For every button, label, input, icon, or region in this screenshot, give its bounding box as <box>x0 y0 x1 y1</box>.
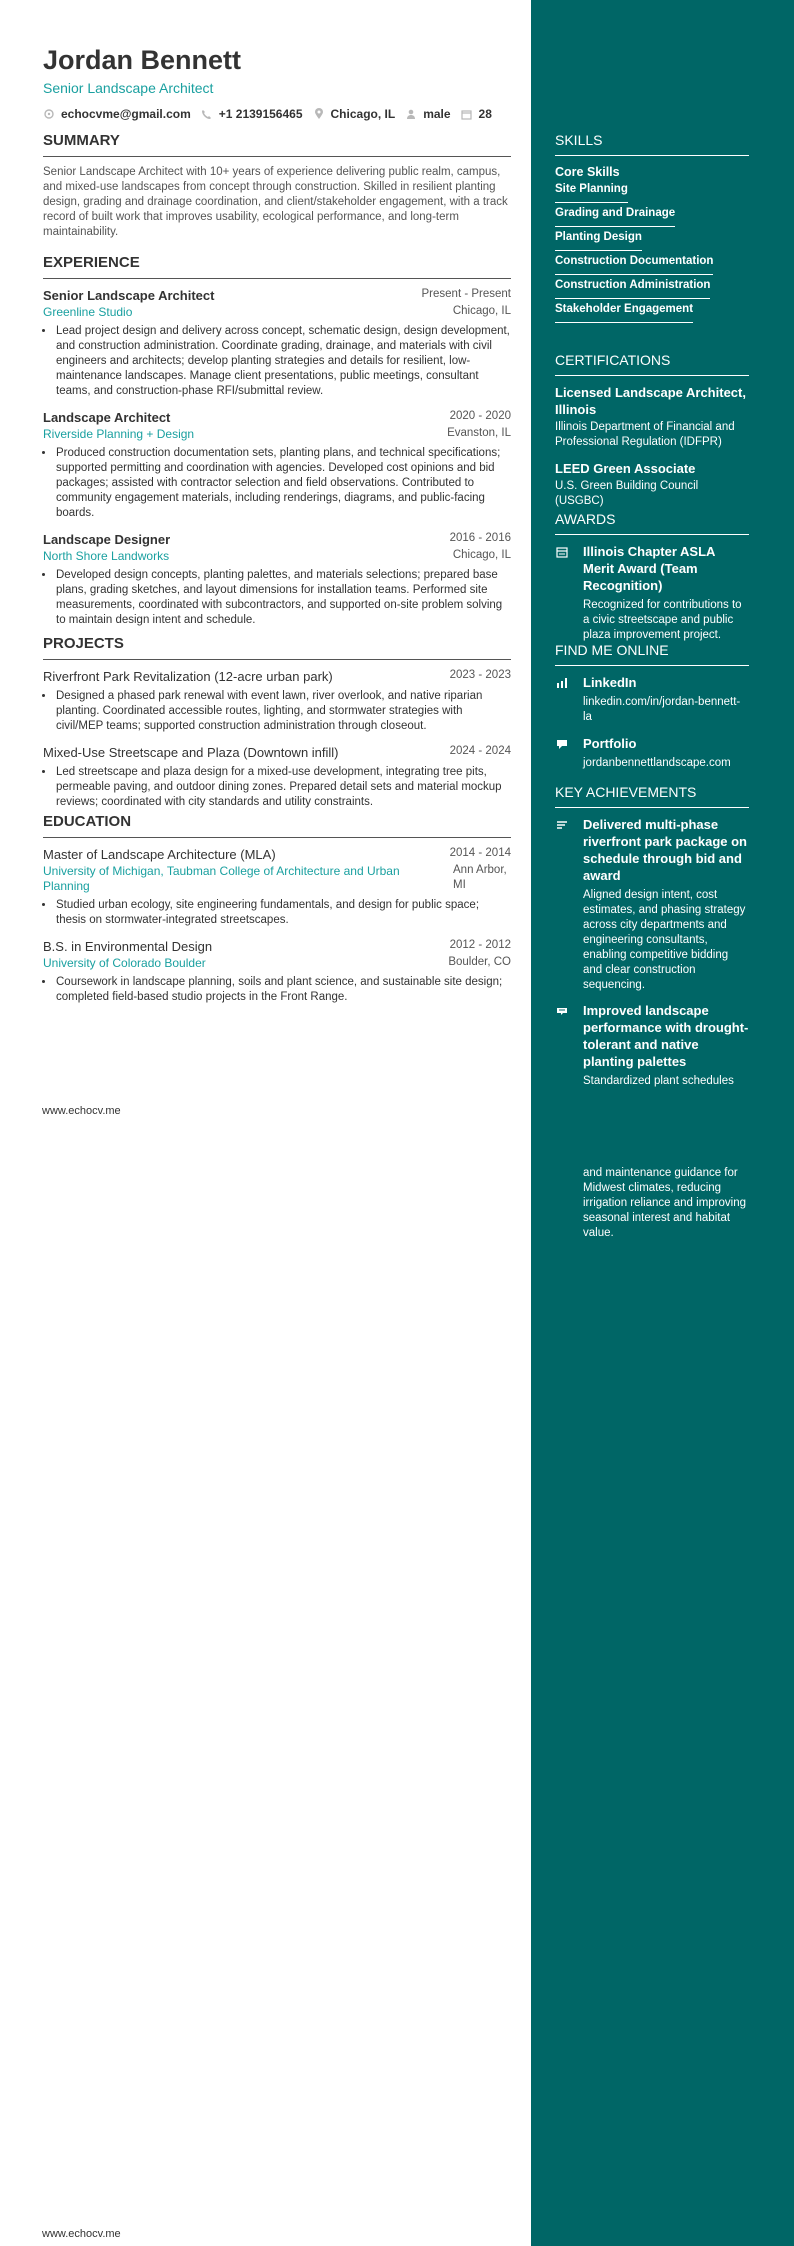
online-url[interactable]: jordanbennettlandscape.com <box>583 757 731 769</box>
awards-heading: AWARDS <box>555 511 616 527</box>
certification-name: Licensed Landscape Architect, Illinois <box>555 385 746 417</box>
experience-entry <box>43 287 511 399</box>
achievement-title: Improved landscape performance with drought-tolerant and native planting palettes <box>583 1003 749 1069</box>
education-heading: EDUCATION <box>43 813 132 830</box>
skill-item: Construction Administration <box>555 278 710 299</box>
calendar-icon <box>555 545 569 559</box>
list-icon <box>555 818 569 832</box>
education-date: 2014 - 2014 <box>449 847 511 859</box>
online-label: LinkedIn <box>583 675 637 690</box>
experience-company: Riverside Planning + Design <box>43 427 195 441</box>
experience-divider <box>43 278 511 279</box>
achievement-entry <box>555 1002 749 1089</box>
gender-text: male <box>423 107 451 121</box>
project-title: Riverfront Park Revitalization (12-acre urban park) <box>43 669 333 684</box>
education-school-row <box>43 955 511 971</box>
education-degree-row <box>43 938 511 955</box>
education-entry <box>43 846 511 928</box>
skills-divider <box>555 155 749 156</box>
email-icon <box>43 108 55 120</box>
projects-heading: PROJECTS <box>43 635 124 652</box>
certification-organization: Illinois Department of Financial and Professional Regulation (IDFPR) <box>555 421 735 448</box>
summary-section <box>43 131 511 240</box>
skill-item: Construction Documentation <box>555 254 713 275</box>
footer-link[interactable]: www.echocv.me <box>42 1105 121 1117</box>
location-icon <box>313 108 325 120</box>
education-bullets <box>43 975 511 1005</box>
skill-item: Planting Design <box>555 230 642 251</box>
experience-bullets <box>43 568 511 628</box>
achievements-heading: KEY ACHIEVEMENTS <box>555 784 697 800</box>
education-entry <box>43 938 511 1005</box>
experience-location: Chicago, IL <box>452 305 511 317</box>
experience-role-row <box>43 531 511 548</box>
education-location: Ann Arbor, MI <box>453 864 507 891</box>
experience-role: Senior Landscape Architect <box>43 288 215 303</box>
award-name: Illinois Chapter ASLA Merit Award (Team Recognition) <box>583 544 715 593</box>
skill-item: Grading and Drainage <box>555 206 675 227</box>
experience-bullets <box>43 324 511 399</box>
project-date: 2024 - 2024 <box>449 745 511 757</box>
certification-name: LEED Green Associate <box>555 461 696 476</box>
portfolio-icon <box>555 737 569 751</box>
person-name: Jordan Bennett <box>43 45 242 75</box>
location-text: Chicago, IL <box>330 107 396 121</box>
summary-text: Senior Landscape Architect with 10+ years of experience delivering public realm, campus, and mixed-use landscapes from concept through construction. Skilled in resilient planting design, grading and drainage coordination, and client/stakeholder engagement, with a track record of built work that improves usability, ecological performance, and long-term maintainability. <box>43 166 508 238</box>
projects-section <box>43 634 511 820</box>
job-title: Senior Landscape Architect <box>43 80 214 96</box>
online-label: Portfolio <box>583 736 637 751</box>
education-divider <box>43 837 511 838</box>
achievements-section <box>555 783 749 1089</box>
project-title-row <box>43 744 511 761</box>
project-bullets <box>43 689 511 734</box>
experience-company-row <box>43 304 511 320</box>
experience-role-row <box>43 287 511 304</box>
award-entry <box>555 543 749 643</box>
experience-bullets <box>43 446 511 521</box>
awards-divider <box>555 534 749 535</box>
online-divider <box>555 665 749 666</box>
experience-role: Landscape Architect <box>43 410 171 425</box>
certification-organization: U.S. Green Building Council (USGBC) <box>555 480 699 507</box>
experience-bullet: • Lead project design and delivery across concept, schematic design, design development, and construction administration. Coordinate grading, drainage, and materials with civil engineers and architects; develop planting strategies and details for resilient, low-maintenance landscapes. Manage client presentations, public meetings, consultant teams, and construction-phase RFI/submittal review. <box>55 324 511 399</box>
achievement-content <box>583 1002 749 1089</box>
location-item <box>313 106 396 122</box>
skills-section <box>555 131 749 326</box>
online-section <box>555 641 749 781</box>
education-school: University of Colorado Boulder <box>43 956 206 970</box>
experience-company-row <box>43 548 511 564</box>
education-location: Boulder, CO <box>448 956 511 968</box>
experience-heading: EXPERIENCE <box>43 254 140 271</box>
education-degree: Master of Landscape Architecture (MLA) <box>43 847 276 862</box>
gender-item <box>405 106 450 122</box>
online-url[interactable]: linkedin.com/in/jordan-bennett-la <box>583 696 741 723</box>
project-bullets <box>43 765 511 810</box>
experience-entry <box>43 409 511 521</box>
awards-section <box>555 510 749 643</box>
summary-divider <box>43 156 511 157</box>
project-bullet: • Designed a phased park renewal with event lawn, river overlook, and native riparian planting. Coordinated accessible routes, lighting, and stormwater strategies with civil/MEP teams; supported construction administration through closeout. <box>55 689 511 734</box>
education-section <box>43 812 511 1015</box>
certifications-divider <box>555 375 749 376</box>
online-content <box>583 674 749 725</box>
online-link[interactable] <box>555 735 749 771</box>
achievement-title: Delivered multi-phase riverfront park package on schedule through bid and award <box>583 817 747 883</box>
experience-date: 2020 - 2020 <box>449 410 511 422</box>
experience-role: Landscape Designer <box>43 532 171 547</box>
skill-item: Stakeholder Engagement <box>555 302 693 323</box>
achievement-content <box>583 816 749 993</box>
project-date: 2023 - 2023 <box>449 669 511 681</box>
experience-section <box>43 253 511 638</box>
education-school-row <box>43 863 511 894</box>
experience-location: Evanston, IL <box>447 427 511 439</box>
phone-text: +1 2139156465 <box>218 107 303 121</box>
age-text: 28 <box>478 107 492 121</box>
certifications-section <box>555 351 749 519</box>
education-degree-row <box>43 846 511 863</box>
project-bullet: • Led streetscape and plaza design for a mixed-use development, integrating tree pits, permeable paving, and outdoor dining zones. Prepared detail sets and material mockup reviews; coordinated with city standards and utility constraints. <box>55 765 511 810</box>
achievement-entry <box>555 816 749 993</box>
online-content <box>583 735 731 771</box>
experience-bullet: • Produced construction documentation sets, planting plans, and technical specifications; supported permitting and coordination with agencies. Developed cost opinions and bid packages; assisted with contractor selection and field observations. Contributed to community engagement materials, including renderings, diagrams, and public-facing boards. <box>55 446 511 521</box>
education-school: University of Michigan, Taubman College of Architecture and Urban Planning <box>43 864 400 893</box>
education-bullets <box>43 898 511 928</box>
core-skills-heading: Core Skills <box>555 165 620 179</box>
resume-header <box>43 44 513 122</box>
summary-heading: SUMMARY <box>43 132 120 149</box>
online-heading: FIND ME ONLINE <box>555 642 669 658</box>
achievement-description: Aligned design intent, cost estimates, and phasing strategy across city departments and engineering consultants, enabling competitive bidding and clear construction sequencing. <box>583 889 746 991</box>
skills-heading: SKILLS <box>555 132 603 148</box>
award-description: Recognized for contributions to a civic streetscape and public plaza improvement project. <box>583 599 742 641</box>
email-item <box>43 106 191 122</box>
education-date: 2012 - 2012 <box>449 939 511 951</box>
education-bullet: • Studied urban ecology, site engineering fundamentals, and design for public space; thesis on stormwater-integrated streetscapes. <box>55 898 511 928</box>
experience-company: Greenline Studio <box>43 305 133 319</box>
online-link[interactable] <box>555 674 749 725</box>
person-icon <box>405 108 417 120</box>
footer-link[interactable]: www.echocv.me <box>42 2228 121 2240</box>
projects-divider <box>43 659 511 660</box>
experience-company: North Shore Landworks <box>43 549 170 563</box>
experience-role-row <box>43 409 511 426</box>
experience-bullet: • Developed design concepts, planting palettes, and materials selections; prepared base plans, grading sketches, and layout dimensions for installation teams. Performed site measurements, coordinated with subcontractors, and supported on-site problem solving to maintain design intent and schedule. <box>55 568 511 628</box>
experience-company-row <box>43 426 511 442</box>
project-entry <box>43 744 511 810</box>
skill-item: Site Planning <box>555 182 628 203</box>
contact-row <box>43 106 513 122</box>
experience-entry <box>43 531 511 628</box>
achievements-divider <box>555 807 749 808</box>
achievement-description-start: Standardized plant schedules <box>583 1075 734 1087</box>
education-bullet: • Coursework in landscape planning, soils and plant science, and sustainable site design; completed field-based studio projects in the Front Range. <box>55 975 511 1005</box>
project-title: Mixed-Use Streetscape and Plaza (Downtown infill) <box>43 745 339 760</box>
award-content <box>583 543 749 643</box>
certifications-heading: CERTIFICATIONS <box>555 352 671 368</box>
linkedin-icon <box>555 676 569 690</box>
leaf-icon <box>555 1004 569 1018</box>
education-degree: B.S. in Environmental Design <box>43 939 213 954</box>
phone-icon <box>201 108 213 120</box>
experience-location: Chicago, IL <box>452 549 511 561</box>
phone-item <box>201 106 303 122</box>
achievement-description-continued: and maintenance guidance for Midwest climates, reducing irrigation reliance and improving seasonal interest and habitat value. <box>583 1167 746 1239</box>
email-text: echocvme@gmail.com <box>61 107 191 121</box>
age-item <box>461 106 492 122</box>
sidebar-column <box>531 0 794 2246</box>
experience-date: Present - Present <box>421 288 511 300</box>
project-entry <box>43 668 511 734</box>
calendar-icon <box>461 108 473 120</box>
project-title-row <box>43 668 511 685</box>
experience-date: 2016 - 2016 <box>449 532 511 544</box>
